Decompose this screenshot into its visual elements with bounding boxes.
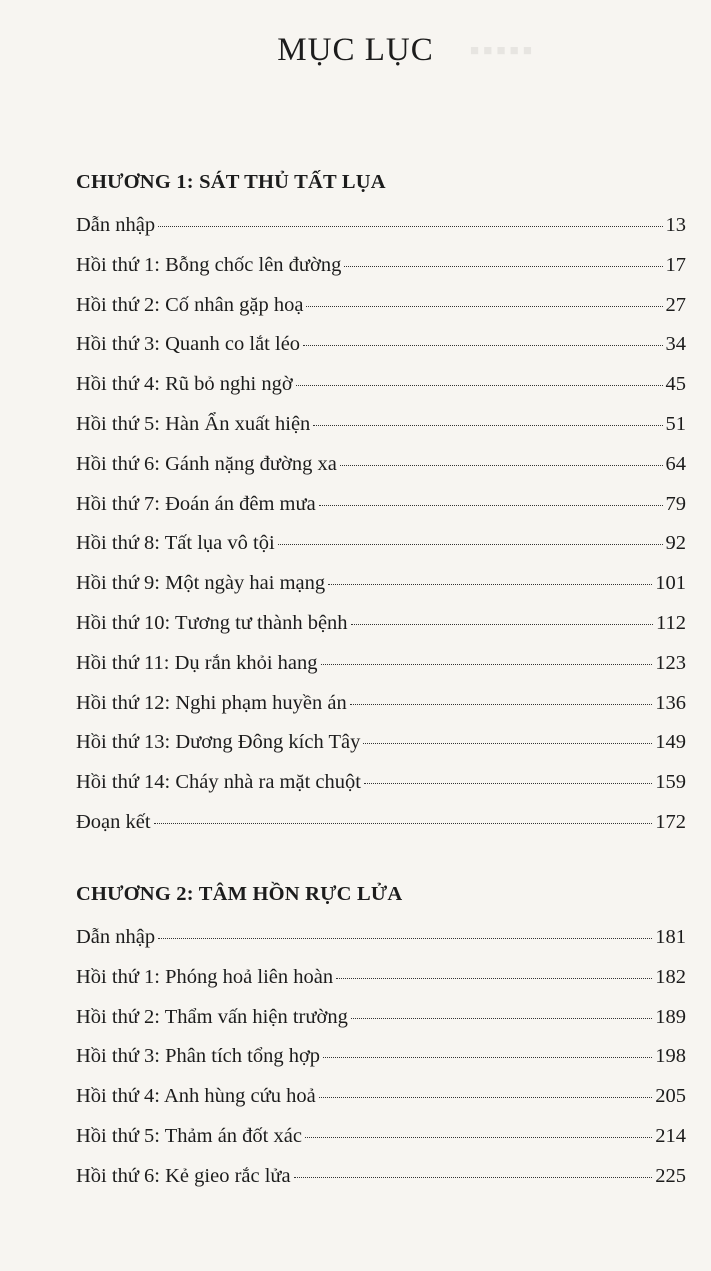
dot-leader [306,306,662,307]
toc-page-number: 172 [655,810,686,833]
toc-entry-title: Dẫn nhập [76,214,156,236]
chapter-title: CHƯƠNG 1: SÁT THỦ TẤT LỤA [76,171,386,193]
toc-entry[interactable] [76,370,686,410]
toc-page-number: 79 [665,492,686,515]
toc-list [76,923,686,1202]
toc-page-number: 159 [655,771,686,794]
dot-leader [363,743,652,744]
toc-entry[interactable] [76,1042,686,1082]
dot-leader [344,266,662,267]
toc-entry[interactable] [76,1082,686,1122]
chapter-2-section [76,880,686,1202]
toc-entry-title: Hồi thứ 8: Tất lụa vô tội [76,532,275,555]
toc-page-number: 149 [655,731,686,754]
dot-leader [154,823,653,824]
toc-list [76,211,686,848]
toc-entry-title: Hồi thứ 1: Bỗng chốc lên đường [76,253,342,276]
toc-page-number: 17 [665,253,686,276]
toc-page-number: 27 [665,293,686,316]
toc-page-number: 112 [656,611,686,634]
dot-leader [351,624,653,625]
toc-page-number: 214 [655,1124,686,1147]
toc-entry-title: Hồi thứ 4: Anh hùng cứu hoả [76,1085,316,1108]
dot-leader [323,1057,652,1058]
dot-leader [296,385,663,386]
toc-entry-title: Hồi thứ 2: Thẩm vấn hiện trường [76,1005,348,1028]
toc-page-number: 51 [665,412,686,435]
toc-page-number: 225 [655,1164,686,1187]
toc-entry[interactable] [76,649,686,689]
toc-entry[interactable] [76,211,686,251]
toc-entry[interactable] [76,728,686,768]
toc-page-number: 181 [655,926,686,948]
toc-page-number: 45 [665,373,686,396]
dot-leader [305,1137,652,1138]
toc-entry[interactable] [76,1003,686,1043]
toc-page-number: 101 [655,572,686,595]
dot-leader [340,465,663,466]
toc-entry-title: Hồi thứ 3: Quanh co lắt léo [76,333,301,356]
toc-entry[interactable] [76,330,686,370]
toc-entry-title: Hồi thứ 5: Hàn Ẩn xuất hiện [76,412,311,435]
toc-entry[interactable] [76,529,686,569]
toc-page-number: 182 [655,965,686,988]
bleed-through-texture: ■ ■ ■ ■ ■ [470,42,532,59]
dot-leader [303,345,662,346]
toc-page-number: 123 [655,651,686,674]
dot-leader [294,1177,653,1178]
page-title: MỤC LỤC [277,32,434,68]
toc-entry[interactable] [76,963,686,1003]
toc-entry-title: Hồi thứ 7: Đoán án đêm mưa [76,492,316,515]
toc-page-number: 64 [665,452,686,475]
toc-entry-title: Hồi thứ 10: Tương tư thành bệnh [76,611,348,634]
toc-entry-title: Dẫn nhập [76,926,156,948]
dot-leader [321,664,653,665]
toc-entry[interactable] [76,689,686,729]
toc-entry-title: Hồi thứ 13: Dương Đông kích Tây [76,731,361,754]
toc-entry[interactable] [76,1122,686,1162]
dot-leader [319,1097,653,1098]
toc-entry-title: Đoạn kết [76,810,151,833]
toc-entry[interactable] [76,923,686,963]
dot-leader [328,584,652,585]
toc-entry-title: Hồi thứ 4: Rũ bỏ nghi ngờ [76,373,293,396]
toc-entry[interactable] [76,291,686,331]
toc-entry-title: Hồi thứ 2: Cố nhân gặp hoạ [76,293,304,316]
toc-entry-title: Hồi thứ 11: Dụ rắn khỏi hang [76,651,318,674]
toc-entry-title: Hồi thứ 9: Một ngày hai mạng [76,572,326,595]
dot-leader [158,226,662,227]
toc-entry-title: Hồi thứ 12: Nghi phạm huyền án [76,691,347,714]
toc-entry-title: Hồi thứ 1: Phóng hoả liên hoàn [76,965,334,988]
dot-leader [158,938,652,939]
toc-page-number: 205 [655,1085,686,1108]
dot-leader [351,1018,652,1019]
toc-entry-title: Hồi thứ 6: Gánh nặng đường xa [76,452,337,475]
dot-leader [313,425,662,426]
toc-entry-title: Hồi thứ 14: Cháy nhà ra mặt chuột [76,771,361,794]
toc-page-number: 198 [655,1045,686,1068]
toc-entry[interactable] [76,490,686,530]
toc-page-number: 92 [665,532,686,555]
toc-entry[interactable] [76,768,686,808]
chapter-title: CHƯƠNG 2: TÂM HỒN RỰC LỬA [76,883,403,905]
toc-entry[interactable] [76,450,686,490]
toc-page-number: 189 [655,1005,686,1028]
toc-page-number: 34 [665,333,686,356]
toc-entry-title: Hồi thứ 5: Thảm án đốt xác [76,1124,302,1147]
toc-entry[interactable] [76,808,686,848]
toc-entry[interactable] [76,251,686,291]
toc-page-number: 136 [655,691,686,714]
dot-leader [319,505,663,506]
dot-leader [350,704,653,705]
chapter-1-section [76,168,686,848]
toc-entry[interactable] [76,1162,686,1202]
toc-entry-title: Hồi thứ 3: Phân tích tổng hợp [76,1045,321,1068]
dot-leader [336,978,652,979]
toc-entry-title: Hồi thứ 6: Kẻ gieo rắc lửa [76,1164,291,1187]
toc-entry[interactable] [76,609,686,649]
dot-leader [278,544,663,545]
toc-page-number: 13 [665,214,686,236]
toc-entry[interactable] [76,410,686,450]
toc-entry[interactable] [76,569,686,609]
dot-leader [364,783,652,784]
